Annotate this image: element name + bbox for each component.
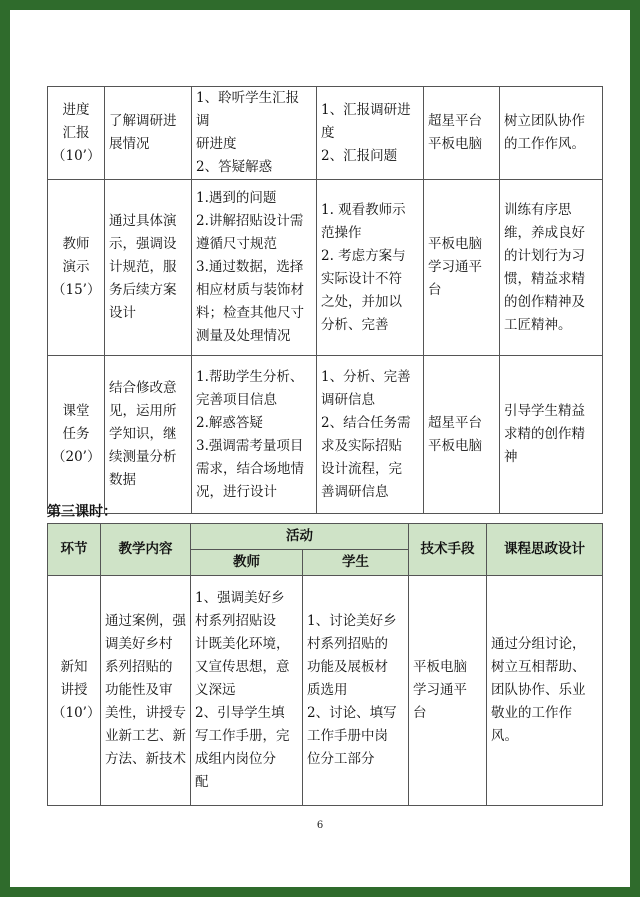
cell-line: 训练有序思: [504, 201, 572, 218]
cell-line: 讲授: [60, 682, 88, 698]
cell-line: 务后续方案: [109, 282, 177, 298]
cell-line: 相应材质与装饰材: [196, 282, 304, 298]
cell-line: 见，运用所: [109, 403, 177, 419]
cell-line: 平板电脑: [428, 136, 482, 152]
header-content: 教学内容: [101, 524, 191, 576]
cell-line: 计既美化环境，: [195, 636, 290, 652]
cell-line: 1、分析、完善: [321, 368, 411, 385]
cell-line: 新知: [60, 659, 88, 675]
cell-line: 展情况: [109, 136, 150, 152]
content-cell: [105, 180, 192, 356]
cell-line: 工匠精神。: [504, 316, 572, 333]
table-row: [48, 576, 603, 806]
cell-line: 设计流程，完: [321, 460, 402, 477]
stage-cell: [48, 356, 105, 514]
cell-line: 的工作作风。: [504, 136, 585, 152]
cell-line: 度: [321, 124, 335, 141]
cell-line: 敬业的工作作: [491, 705, 572, 721]
cell-line: 功能性及审: [105, 682, 173, 698]
cell-line: 需求，结合场地情: [196, 460, 304, 477]
teacher-cell: [192, 87, 317, 180]
cell-line: 分析、完善: [321, 316, 389, 333]
tech-cell: [424, 356, 500, 514]
cell-line: 神: [504, 449, 518, 465]
cell-line: 1、强调美好乡: [195, 590, 285, 606]
tech-cell: [424, 87, 500, 180]
cell-line: 业新工艺、新: [105, 728, 186, 744]
cell-line: 美性，讲授专: [105, 705, 186, 721]
cell-line: 系列招贴的: [105, 659, 173, 675]
tech-cell: [409, 576, 487, 806]
cell-line: 写工作手册，完: [195, 728, 290, 744]
cell-line: 村系列招贴的: [307, 636, 388, 652]
cell-line: 实际设计不符: [321, 270, 402, 287]
cell-line: 的计划行为习: [504, 247, 585, 264]
cell-line: 遵循尺寸规范: [196, 236, 277, 252]
header-stage: 环节: [48, 524, 101, 576]
section-title: 第三课时：: [47, 504, 117, 520]
cell-line: 学习通平: [428, 259, 482, 275]
lesson-table-part2: [47, 523, 603, 806]
teacher-cell: [192, 180, 317, 356]
cell-line: 风。: [491, 728, 518, 744]
ideology-cell: [500, 356, 603, 514]
cell-line: 范操作: [321, 224, 362, 241]
cell-line: 台: [413, 705, 427, 721]
cell-line: 汇报: [62, 124, 90, 141]
cell-line: 况，进行设计: [196, 483, 277, 500]
cell-line: 惯，精益求精: [504, 270, 585, 287]
cell-line: 2.解惑答疑: [196, 414, 263, 431]
cell-line: 团队协作、乐业: [491, 682, 586, 698]
cell-line: 通过分组讨论，: [491, 636, 586, 652]
cell-line: 学习通平: [413, 682, 467, 698]
cell-line: 3.强调需考量项目: [196, 437, 304, 454]
cell-line: 配: [195, 774, 209, 790]
ideology-cell: [500, 180, 603, 356]
cell-line: （10’）: [52, 705, 101, 721]
header-teacher: 教师: [191, 550, 303, 576]
cell-line: 村系列招贴设: [195, 613, 276, 629]
cell-line: 引导学生精益: [504, 403, 585, 419]
cell-line: 2、讨论、填写: [307, 705, 397, 721]
cell-line: 1、讨论美好乡: [307, 613, 397, 629]
tech-cell: [424, 180, 500, 356]
header-activity: 活动: [191, 524, 409, 550]
cell-line: 通过案例，强: [105, 613, 186, 629]
cell-line: 功能及展板材: [307, 659, 388, 675]
content-cell: [105, 87, 192, 180]
cell-line: 求及实际招贴: [321, 437, 402, 454]
cell-line: 平板电脑: [428, 437, 482, 454]
cell-line: （20’）: [52, 449, 101, 465]
stage-cell: [48, 576, 101, 806]
cell-line: 树立互相帮助、: [491, 659, 586, 675]
cell-line: 2、引导学生填: [195, 705, 285, 721]
cell-line: 结合修改意: [109, 380, 177, 396]
cell-line: 又宣传思想，意: [195, 659, 290, 675]
cell-line: 研进度: [196, 136, 237, 152]
stage-cell: [48, 87, 105, 180]
student-cell: [303, 576, 409, 806]
teacher-cell: [192, 356, 317, 514]
cell-line: 2. 考虑方案与: [321, 247, 406, 264]
cell-line: 料；检查其他尺寸: [196, 305, 304, 321]
header-student: 学生: [303, 550, 409, 576]
cell-line: 示，强调设: [109, 236, 177, 252]
cell-line: 1. 观看教师示: [321, 201, 406, 218]
cell-line: 进度: [62, 101, 90, 118]
header-tech: 技术手段: [409, 524, 487, 576]
cell-line: 设计: [109, 305, 136, 321]
content-cell: [101, 576, 191, 806]
cell-line: 超星平台: [428, 113, 482, 129]
header-ideology: 课程思政设计: [487, 524, 603, 576]
cell-line: 善调研信息: [321, 483, 389, 500]
cell-line: 演示: [62, 259, 90, 275]
cell-line: 通过具体演: [109, 213, 177, 229]
cell-line: 调美好乡村: [105, 636, 173, 652]
cell-line: 学知识，继: [109, 426, 177, 442]
page-number: 6: [316, 820, 324, 831]
content-cell: [105, 356, 192, 514]
cell-line: 求精的创作精: [504, 426, 585, 442]
cell-line: 位分工部分: [307, 751, 375, 767]
cell-line: 测量及处理情况: [196, 328, 291, 344]
cell-line: 教师: [62, 236, 90, 252]
cell-line: 1、聆听学生汇报调: [196, 90, 300, 129]
cell-line: 2、结合任务需: [321, 414, 411, 431]
cell-line: 2、答疑解惑: [196, 159, 273, 175]
cell-line: 完善项目信息: [196, 391, 277, 408]
stage-cell: [48, 180, 105, 356]
teacher-cell: [191, 576, 303, 806]
ideology-cell: [500, 87, 603, 180]
cell-line: 方法、新技术: [105, 751, 186, 767]
cell-line: 工作手册中岗: [307, 728, 388, 744]
cell-line: 调研信息: [321, 391, 375, 408]
document-page: [10, 10, 630, 887]
table-row: [48, 356, 603, 514]
cell-line: 平板电脑: [428, 236, 482, 252]
cell-line: 课堂: [62, 403, 90, 419]
cell-line: 台: [428, 282, 442, 298]
cell-line: 的创作精神及: [504, 293, 585, 310]
cell-line: （15’）: [52, 282, 101, 298]
table-row: [48, 180, 603, 356]
ideology-cell: [487, 576, 603, 806]
cell-line: 1.帮助学生分析、: [196, 368, 304, 385]
table-row: [48, 87, 603, 180]
cell-line: 3.通过数据，选择: [196, 259, 304, 275]
cell-line: 2.讲解招贴设计需: [196, 213, 304, 229]
cell-line: （10’）: [52, 147, 101, 164]
cell-line: 平板电脑: [413, 659, 467, 675]
cell-line: 任务: [62, 426, 90, 442]
cell-line: 1.遇到的问题: [196, 190, 277, 206]
cell-line: 质选用: [307, 682, 348, 698]
cell-line: 义深远: [195, 682, 236, 698]
cell-line: 成组内岗位分: [195, 751, 276, 767]
student-cell: [317, 180, 424, 356]
cell-line: 计规范，服: [109, 259, 177, 275]
header-row: [48, 524, 603, 550]
cell-line: 数据: [109, 472, 136, 488]
cell-line: 了解调研进: [109, 113, 177, 129]
cell-line: 2、汇报问题: [321, 147, 398, 164]
lesson-table-part1: [47, 86, 603, 514]
student-cell: [317, 356, 424, 514]
cell-line: 1、汇报调研进: [321, 101, 411, 118]
cell-line: 维，养成良好: [504, 224, 585, 241]
cell-line: 之处，并加以: [321, 293, 402, 310]
student-cell: [317, 87, 424, 180]
cell-line: 树立团队协作: [504, 113, 585, 129]
cell-line: 超星平台: [428, 414, 482, 431]
cell-line: 续测量分析: [109, 449, 177, 465]
